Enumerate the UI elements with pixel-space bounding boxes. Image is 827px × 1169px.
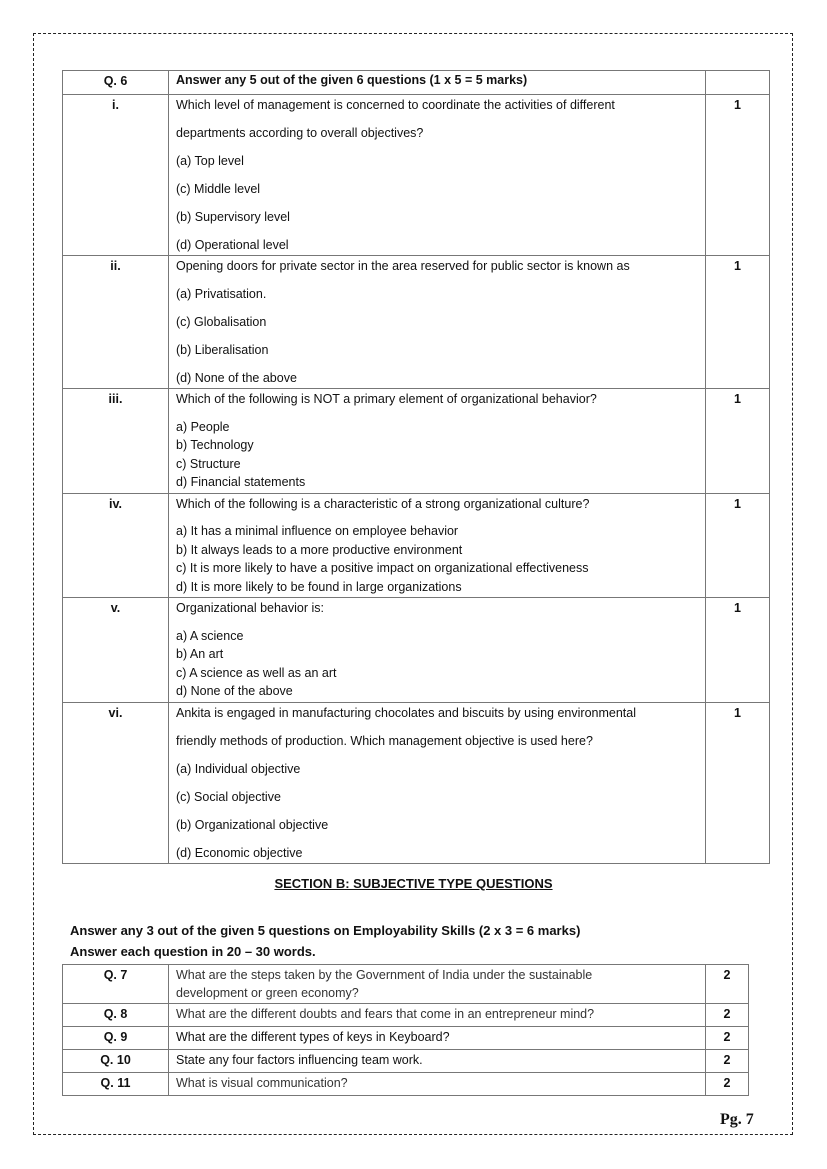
option: (d) None of the above (176, 371, 297, 385)
option: a) It has a minimal influence on employee behavior (176, 524, 459, 538)
option: (a) Privatisation. (176, 287, 267, 301)
question-row (63, 1050, 749, 1073)
question-text: Which of the following is NOT a primary element of organizational behavior? (176, 392, 597, 406)
section-instruction: Answer any 5 out of the given 6 questions (1 x 5 = 5 marks) (169, 71, 706, 95)
page-number: Pg. 7 (720, 1111, 754, 1128)
question-body (169, 965, 706, 1004)
marks-cell: 2 (706, 1073, 749, 1096)
marks-cell: 1 (706, 598, 770, 703)
marks-cell: 2 (706, 965, 749, 1004)
question-text: State any four factors influencing team work. (169, 1050, 706, 1073)
option: (a) Individual objective (176, 761, 301, 776)
question-text: Opening doors for private sector in the area reserved for public sector is known as (176, 259, 630, 273)
option: (b) Supervisory level (176, 210, 290, 224)
option: (d) Economic objective (176, 845, 303, 860)
option: (c) Middle level (176, 182, 261, 196)
question-row (63, 493, 770, 598)
option: (b) Liberalisation (176, 343, 269, 357)
marks-cell: 1 (706, 493, 770, 598)
question-text: What are the different doubts and fears that come in an entrepreneur mind? (169, 1004, 706, 1027)
option: a) A science (176, 628, 244, 643)
marks-cell: 1 (706, 256, 770, 389)
question-text: Ankita is engaged in manufacturing chocolates and biscuits by using environmental (176, 705, 636, 720)
question-row (63, 598, 770, 703)
option: c) It is more likely to have a positive impact on organizational effectiveness (176, 561, 589, 575)
question-body (169, 702, 706, 863)
question-number: Q. 6 (63, 71, 169, 95)
option: a) People (176, 419, 230, 434)
question-number: v. (63, 598, 169, 703)
option: (c) Globalisation (176, 315, 267, 329)
question-number: iv. (63, 493, 169, 598)
section-b-word-limit: Answer each question in 20 – 30 words. (70, 944, 316, 959)
marks-cell (706, 71, 770, 95)
option: b) It always leads to a more productive environment (176, 542, 463, 557)
question-row (63, 965, 749, 1004)
option: (b) Organizational objective (176, 817, 329, 832)
mcq-table (62, 70, 770, 864)
section-b-title: SECTION B: SUBJECTIVE TYPE QUESTIONS (274, 876, 553, 891)
marks-cell: 1 (706, 95, 770, 256)
option: b) Technology (176, 438, 254, 452)
option: c) A science as well as an art (176, 665, 337, 680)
question-number: i. (63, 95, 169, 256)
question-body (169, 95, 706, 256)
section-b-instruction: Answer any 3 out of the given 5 questions on Employability Skills (2 x 3 = 6 marks) (70, 923, 581, 938)
question-text: Which level of management is concerned to coordinate the activities of different (176, 98, 615, 112)
question-body (169, 256, 706, 389)
marks-cell: 2 (706, 1027, 749, 1050)
question-text: What are the different types of keys in Keyboard? (169, 1027, 706, 1050)
question-text: Organizational behavior is: (176, 601, 324, 615)
question-row (63, 1073, 749, 1096)
question-number: iii. (63, 389, 169, 494)
question-row (63, 1027, 749, 1050)
question-row (63, 389, 770, 494)
question-body (169, 493, 706, 598)
option: d) It is more likely to be found in large organizations (176, 579, 462, 594)
question-number: vi. (63, 702, 169, 863)
question-number: Q. 9 (63, 1027, 169, 1050)
question-text: departments according to overall objectives? (176, 126, 424, 140)
option: (d) Operational level (176, 238, 289, 252)
option: c) Structure (176, 456, 241, 471)
question-text: development or green economy? (176, 986, 359, 1000)
question-text: friendly methods of production. Which management objective is used here? (176, 733, 593, 748)
option: d) None of the above (176, 684, 293, 698)
question-number: Q. 11 (63, 1073, 169, 1096)
marks-cell: 1 (706, 389, 770, 494)
question-number: Q. 8 (63, 1004, 169, 1027)
question-text: What are the steps taken by the Government of India under the sustainable (176, 968, 593, 982)
question-number: Q. 10 (63, 1050, 169, 1073)
marks-cell: 1 (706, 702, 770, 863)
option: (a) Top level (176, 154, 244, 168)
question-number: Q. 7 (63, 965, 169, 1004)
marks-cell: 2 (706, 1050, 749, 1073)
question-number: ii. (63, 256, 169, 389)
question-row (63, 95, 770, 256)
question-body (169, 389, 706, 494)
question-text: What is visual communication? (169, 1073, 706, 1096)
option: d) Financial statements (176, 475, 306, 489)
option: b) An art (176, 647, 224, 661)
question-row (63, 256, 770, 389)
marks-cell: 2 (706, 1004, 749, 1027)
subjective-table (62, 964, 749, 1096)
mcq-header-row (63, 71, 770, 95)
question-row (63, 1004, 749, 1027)
question-body (169, 598, 706, 703)
question-row (63, 702, 770, 863)
option: (c) Social objective (176, 789, 281, 804)
question-text: Which of the following is a characteristic of a strong organizational culture? (176, 496, 590, 511)
